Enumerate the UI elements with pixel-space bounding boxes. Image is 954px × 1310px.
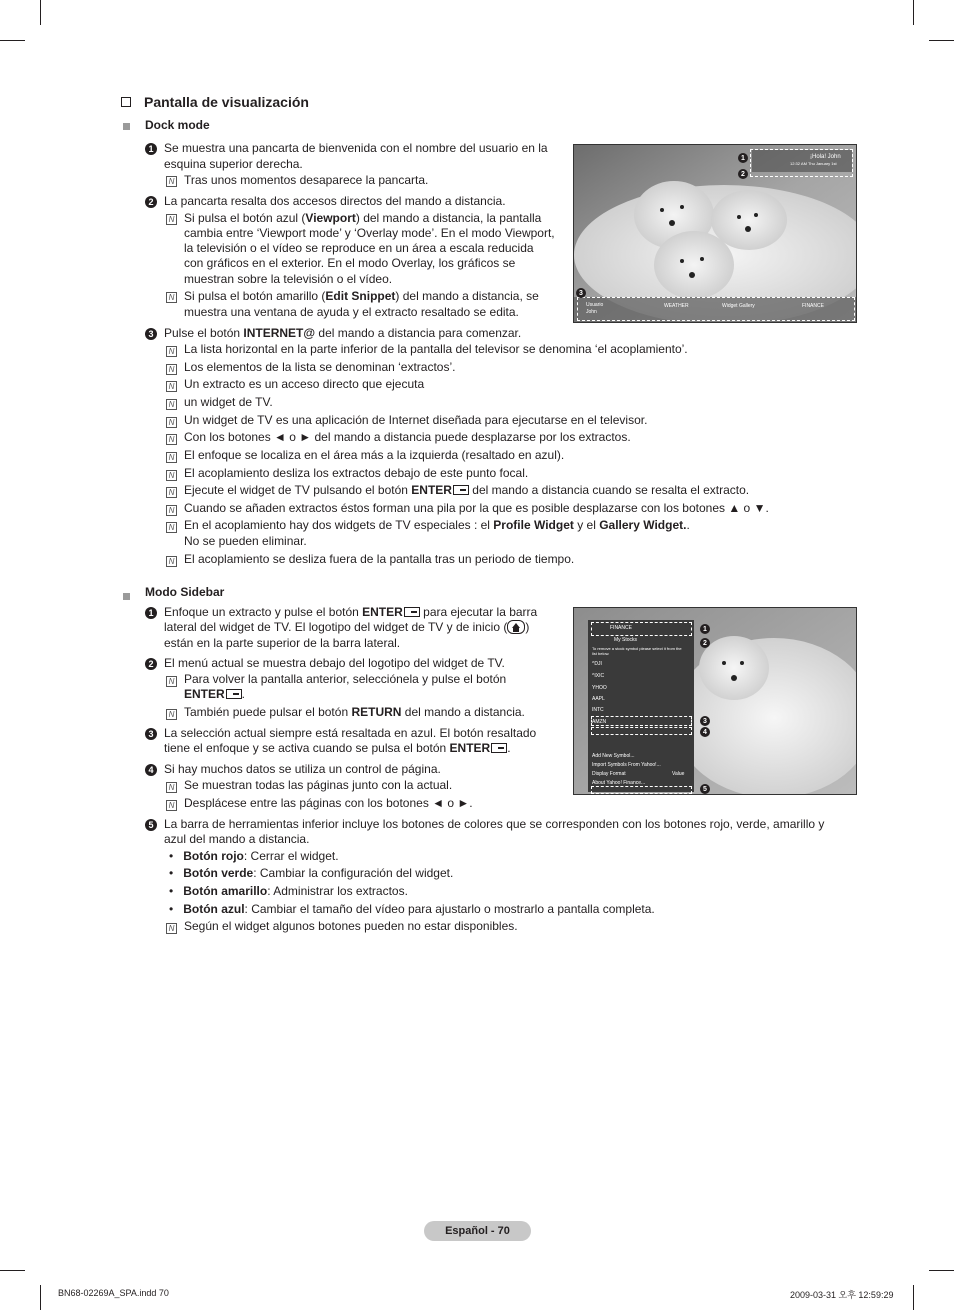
step-number-3: 3 (145, 728, 157, 740)
dock-snippet-line2: muestra una ventana de ayuda y el extracto resaltado se edita. (184, 305, 519, 319)
dock-special-note: En el acoplamiento hay dos widgets de TV especiales : el Profile Widget y el Gallery Widget.. (184, 518, 690, 532)
sidebar-menu: My Stocks (614, 637, 638, 643)
bullet-green: • Botón verde: Cambiar la configuración del widget. (169, 866, 454, 880)
note-icon: N (166, 487, 177, 498)
note-icon: N (166, 399, 177, 410)
note-icon: N (166, 346, 177, 357)
home-icon (507, 620, 525, 634)
sidebar-heading: Modo Sidebar (145, 585, 225, 599)
checkbox-icon (121, 97, 131, 107)
callout-2: 2 (700, 638, 710, 648)
crop-mark (0, 40, 25, 41)
final-note: Según el widget algunos botones pueden no estar disponibles. (184, 919, 518, 933)
dock-viewport-line4: con gráficos en el exterior. En el modo Overlay, los gráficos se (184, 256, 516, 270)
display-format-value: Value (672, 771, 685, 777)
stock-row[interactable]: INTC (592, 707, 604, 713)
note-icon: N (166, 923, 177, 934)
dock-special-line2: No se pueden eliminar. (184, 534, 307, 548)
stock-row-selected[interactable]: AMZN (592, 719, 607, 725)
enter-icon (491, 743, 507, 753)
import-symbols[interactable]: Import Symbols From Yahoo!... (592, 762, 661, 768)
dock-item3: Pulse el botón INTERNET@ del mando a distancia para comenzar. (164, 326, 522, 340)
bottom-toolbar (591, 786, 692, 794)
step-number-1: 1 (145, 607, 157, 619)
sidebar-item3-line1: La selección actual siempre está resaltada en azul. El botón resaltado (164, 726, 537, 740)
note-icon: N (166, 505, 177, 516)
note-icon: N (166, 556, 177, 567)
dock-note1: Tras unos momentos desaparece la pancarta. (184, 173, 429, 187)
note-icon: N (166, 381, 177, 392)
sidebar-item2-note1-line2: ENTER . (184, 687, 246, 701)
crop-mark (913, 1285, 914, 1310)
dock-weather: WEATHER (664, 303, 689, 309)
dock-item1-line1: Se muestra una pancarta de bienvenida con el nombre del usuario en la (164, 141, 548, 155)
note-icon: N (166, 292, 177, 303)
note-icon: N (166, 214, 177, 225)
dock-note: El enfoque se localiza en el área más a la izquierda (resaltado en azul). (184, 448, 565, 462)
display-format[interactable]: Display Format (592, 771, 626, 777)
stock-row[interactable]: YHOO (592, 685, 607, 691)
dock-note: un widget de TV. (184, 395, 273, 409)
stock-row[interactable]: AAPL (592, 696, 605, 702)
note-icon: N (166, 709, 177, 720)
note-icon: N (166, 176, 177, 187)
dock-item1-line2: esquina superior derecha. (164, 157, 303, 171)
dock-note: Un widget de TV es una aplicación de Internet diseñada para ejecutarse en el televisor. (184, 413, 648, 427)
dock-viewport-line5: muestran sobre la televisión o el vídeo. (184, 272, 393, 286)
sidebar-item5-line2: azul del mando a distancia. (164, 832, 310, 846)
note-icon: N (166, 470, 177, 481)
callout-3: 3 (700, 716, 710, 726)
stock-row[interactable]: ^IXIC (592, 673, 605, 679)
sidebar-item4-note1: Se muestran todas las páginas junto con la actual. (184, 778, 453, 792)
callout-5: 5 (700, 784, 710, 794)
widget-logo-area (591, 622, 692, 636)
dock-note: Con los botones ◄ o ► del mando a distancia puede desplazarse por los extractos. (184, 430, 631, 444)
dock-viewport-line2: cambia entre ‘Viewport mode’ y ‘Overlay mode’. En el modo Viewport, (184, 226, 555, 240)
sidebar-item1-line2: lateral del widget de TV. El logotipo del widget de TV y de inicio ( ) (164, 620, 530, 634)
sidebar-item5-line1: La barra de herramientas inferior incluye los botones de colores que se corresponden con los botones rojo, verde, amarillo y (164, 817, 825, 831)
callout-4: 4 (700, 727, 710, 737)
callout-2: 2 (738, 169, 748, 179)
sidebar-item1-line1: Enfoque un extracto y pulse el botón ENTER para ejecutar la barra (164, 605, 538, 619)
bullet-red: • Botón rojo: Cerrar el widget. (169, 849, 339, 863)
print-date: 2009-03-31 오후 12:59:29 (790, 1290, 894, 1300)
sidebar-hint: To remove a stock symbol please select it from the list below. (592, 646, 682, 656)
about-finance[interactable]: About Yahoo! Finance... (592, 780, 646, 786)
dock-enter-note: Ejecute el widget de TV pulsando el botón ENTER del mando a distancia cuando se resalta el extracto. (184, 483, 750, 497)
dock-note: Un extracto es un acceso directo que ejecuta (184, 377, 425, 391)
crop-mark (0, 1270, 25, 1271)
crop-mark (929, 1270, 954, 1271)
step-number-1: 1 (145, 143, 157, 155)
sidebar-mode-screenshot (573, 607, 857, 795)
dock-mode-screenshot (573, 144, 857, 323)
selection-highlight (591, 716, 692, 726)
crop-mark (40, 1285, 41, 1310)
dock-last-note: El acoplamiento se desliza fuera de la pantalla tras un periodo de tiempo. (184, 552, 575, 566)
sidebar-item3-line2: tiene el enfoque y se activa cuando se pulsa el botón ENTER . (164, 741, 511, 755)
note-icon: N (166, 800, 177, 811)
stock-row[interactable]: ^DJI (592, 661, 602, 667)
bullet-yellow: • Botón amarillo: Administrar los extractos. (169, 884, 408, 898)
dock-note: Los elementos de la lista se denominan ‘extractos’. (184, 360, 456, 374)
note-icon: N (166, 434, 177, 445)
dock-user-label: Usuario (586, 302, 604, 308)
sidebar-item2-note1: Para volver la pantalla anterior, selecciónela y pulse el botón (184, 672, 507, 686)
callout-1: 1 (700, 624, 710, 634)
crop-mark (929, 40, 954, 41)
dock-viewport-note: Si pulsa el botón azul (Viewport) del mando a distancia, la pantalla (184, 211, 542, 225)
square-bullet-icon (123, 589, 130, 603)
enter-icon (453, 485, 469, 495)
note-icon: N (166, 452, 177, 463)
sidebar-item1-line3: están en la parte superior de la barra lateral. (164, 636, 401, 650)
dock-finance: FINANCE (802, 303, 824, 309)
dock-note: La lista horizontal en la parte inferior de la pantalla del televisor se denomina ‘el acoplamiento’. (184, 342, 688, 356)
dock-gallery: Widget Gallery (722, 303, 755, 309)
sidebar-item2: El menú actual se muestra debajo del logotipo del widget de TV. (164, 656, 505, 670)
crop-mark (913, 0, 914, 25)
section-title (121, 94, 309, 110)
dock-stack-note: Cuando se añaden extractos éstos forman una pila por la que es posible desplazarse con los botones ▲ o ▼. (184, 501, 769, 515)
note-icon: N (166, 364, 177, 375)
step-number-2: 2 (145, 196, 157, 208)
sidebar-item2-note2: También puede pulsar el botón RETURN del mando a distancia. (184, 705, 525, 719)
dock-snippet-note: Si pulsa el botón amarillo (Edit Snippet) del mando a distancia, se (184, 289, 539, 303)
crop-mark (40, 0, 41, 25)
file-name: BN68-02269A_SPA.indd 70 (58, 1288, 169, 1298)
enter-icon (226, 689, 242, 699)
dock-item2-line1: La pancarta resalta dos accesos directos del mando a distancia. (164, 194, 506, 208)
banner-time: 12:32 AM Thu January 1st (790, 161, 837, 166)
bullet-blue: • Botón azul: Cambiar el tamaño del vídeo para ajustarlo o mostrarlo a pantalla completa. (169, 902, 655, 916)
dock-viewport-line3: la televisión o el vídeo se reproduce en un área a escala reducida (184, 241, 534, 255)
note-icon: N (166, 676, 177, 687)
dock-user-name: John (586, 309, 597, 315)
sidebar-header: FINANCE (610, 625, 632, 631)
step-number-5: 5 (145, 819, 157, 831)
dock-heading: Dock mode (145, 118, 210, 132)
callout-1: 1 (738, 153, 748, 163)
page-title: Pantalla de visualización (144, 94, 309, 110)
add-symbol[interactable]: Add New Symbol... (592, 753, 635, 759)
note-icon: N (166, 522, 177, 533)
step-number-2: 2 (145, 658, 157, 670)
note-icon: N (166, 782, 177, 793)
step-number-3: 3 (145, 328, 157, 340)
page-number: Español - 70 (424, 1221, 531, 1241)
dock-note: El acoplamiento desliza los extractos debajo de este punto focal. (184, 466, 529, 480)
note-icon: N (166, 417, 177, 428)
dock-bar (577, 297, 855, 321)
sidebar-item4: Si hay muchos datos se utiliza un control de página. (164, 762, 441, 776)
sidebar-item4-note2: Desplácese entre las páginas con los botones ◄ o ►. (184, 796, 473, 810)
page-control (591, 727, 692, 735)
enter-icon (404, 607, 420, 617)
callout-3: 3 (576, 288, 586, 298)
square-bullet-icon (123, 119, 130, 133)
banner-name: ¡Hola! John (810, 154, 841, 160)
step-number-4: 4 (145, 764, 157, 776)
